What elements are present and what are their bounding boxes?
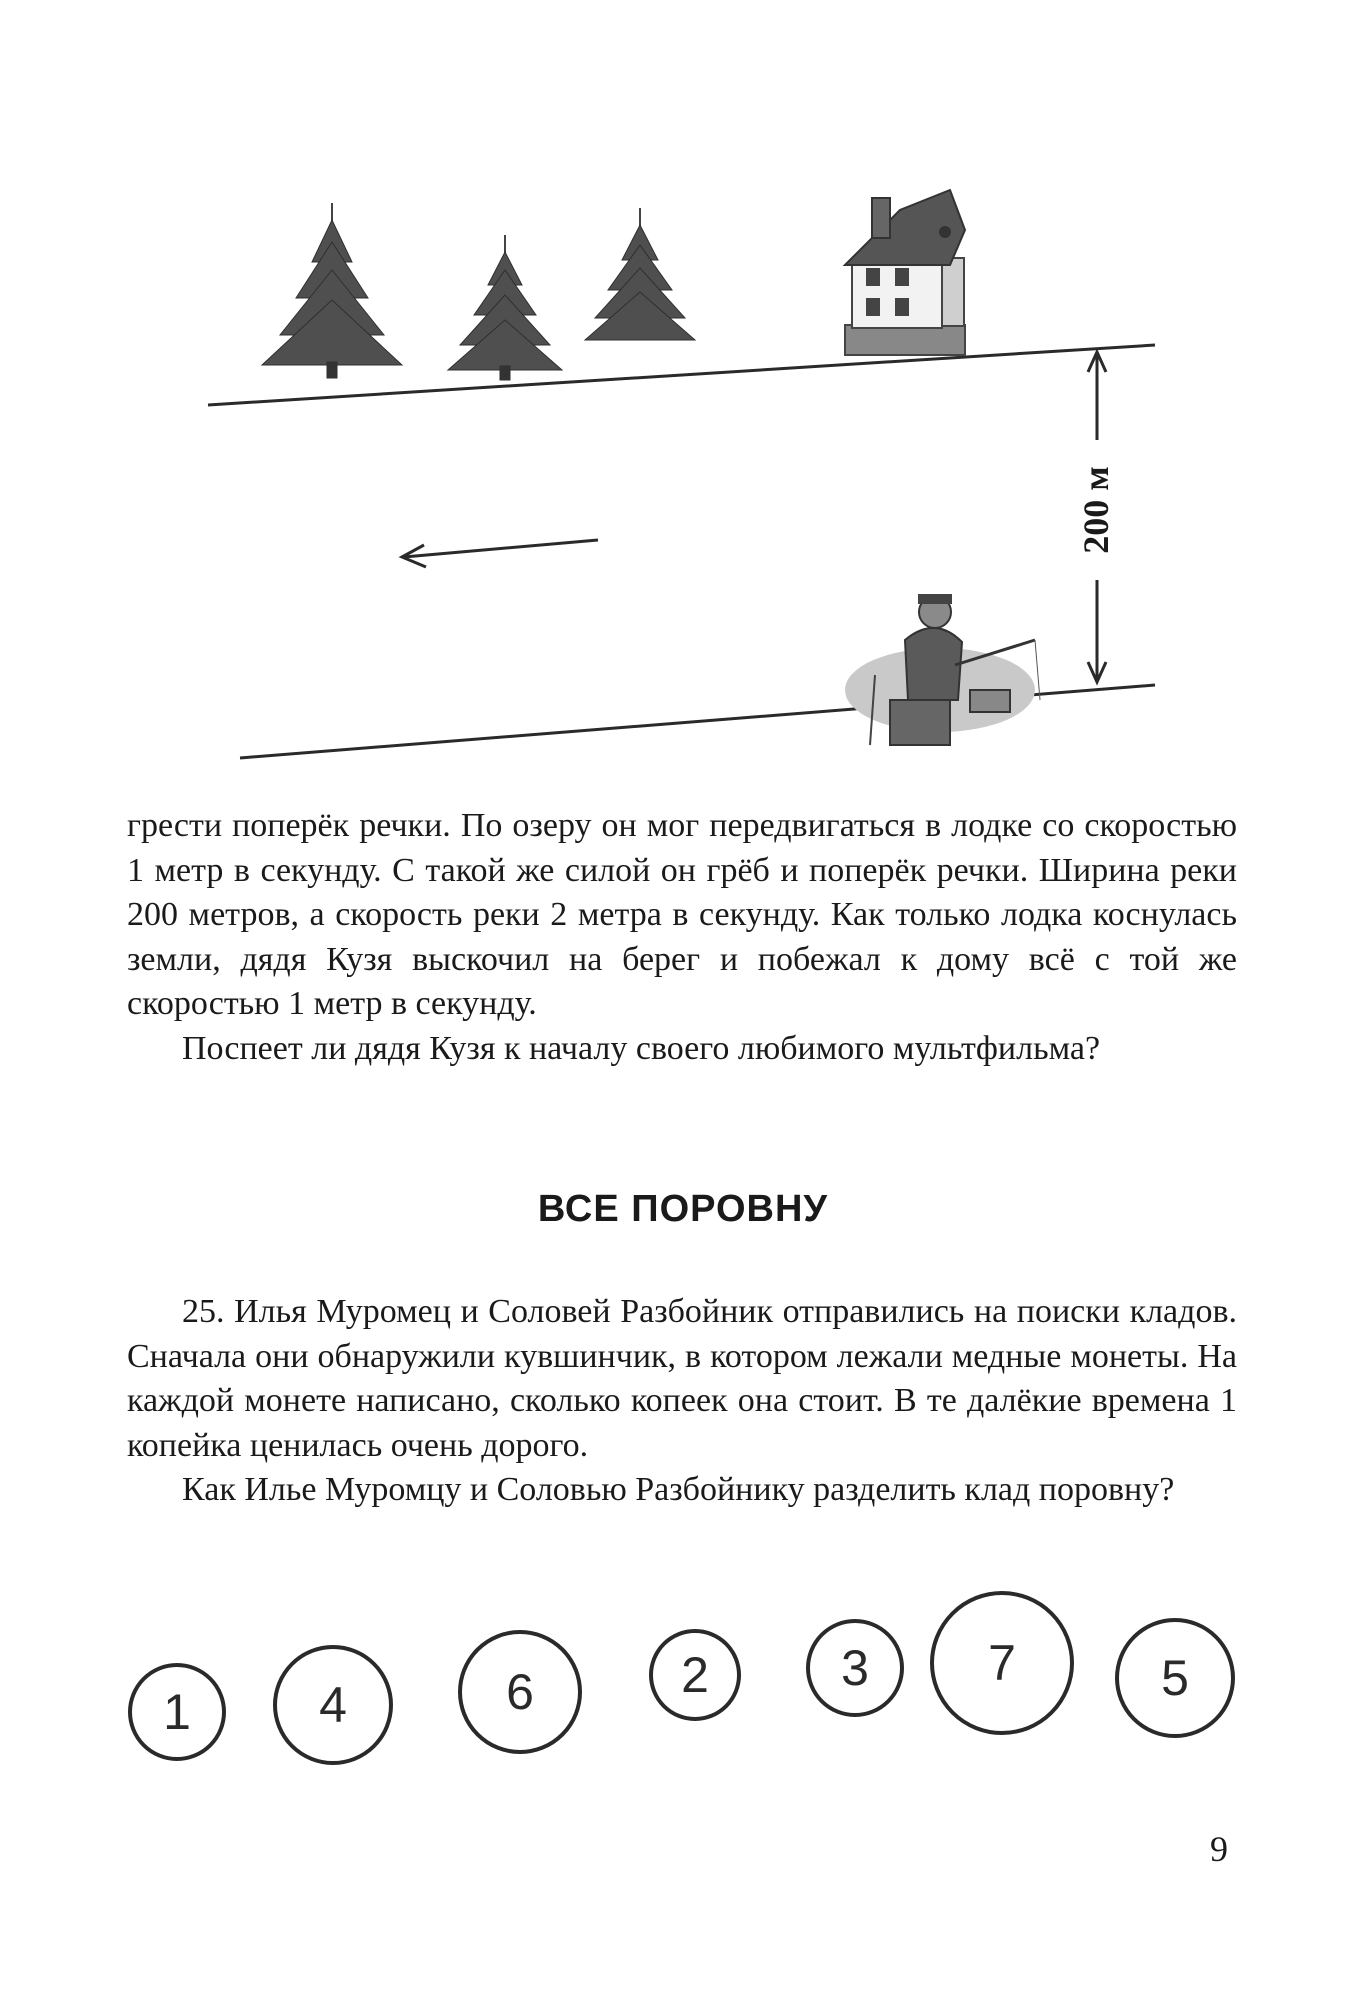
fir-tree-icon bbox=[585, 208, 695, 340]
coin-value: 1 bbox=[163, 1684, 191, 1740]
coin bbox=[932, 1593, 1072, 1733]
flow-arrow-icon bbox=[402, 540, 598, 567]
fisherman-icon bbox=[845, 594, 1040, 745]
coin bbox=[130, 1665, 224, 1759]
coin-value: 7 bbox=[988, 1635, 1016, 1691]
coins-row bbox=[0, 1560, 1366, 1800]
page-number: 9 bbox=[1210, 1829, 1228, 1869]
river-illustration bbox=[0, 0, 1366, 800]
coin-value: 4 bbox=[319, 1677, 347, 1733]
paragraph-river-task: грести поперёк речки. По озеру он мог передвигаться в лодке со скоростью 1 метр в секунду. С такой же силой он грёб и поперёк речки. Ширина реки 200 метров, а скорость реки 2 метра в секунду. Как только лодка коснулась земли, дядя Кузя выскочил на берег и побежал к дому всё с той же скоростью 1 метр в секунду. bbox=[127, 807, 1237, 1022]
fir-tree-icon bbox=[448, 235, 562, 380]
paragraph-question: Поспеет ли дядя Кузя к началу своего любимого мультфильма? bbox=[182, 1030, 1101, 1067]
distance-label: 200 м bbox=[1076, 466, 1116, 554]
house-icon bbox=[845, 190, 965, 355]
coin-value: 5 bbox=[1161, 1650, 1189, 1706]
coin bbox=[275, 1647, 391, 1763]
coin-value: 2 bbox=[681, 1647, 709, 1703]
coin bbox=[460, 1632, 580, 1752]
fir-tree-icon bbox=[262, 203, 402, 378]
paragraph-task-25: 25. Илья Муромец и Соловей Разбойник отправились на поиски кладов. Сначала они обнаружили кувшинчик, в котором лежали медные монеты. На каждой монете написано, сколько копеек она стоит. В те далёкие времена 1 копейка ценилась очень дорого. bbox=[127, 1293, 1237, 1464]
paragraph-task-25-question: Как Илье Муромцу и Соловью Разбойнику разделить клад поровну? bbox=[182, 1471, 1175, 1508]
coin-value: 3 bbox=[841, 1640, 869, 1696]
coin bbox=[651, 1631, 739, 1719]
coin-value: 6 bbox=[506, 1664, 534, 1720]
coin bbox=[1117, 1620, 1233, 1736]
section-heading: ВСЕ ПОРОВНУ bbox=[537, 1188, 829, 1230]
coin bbox=[808, 1621, 902, 1715]
